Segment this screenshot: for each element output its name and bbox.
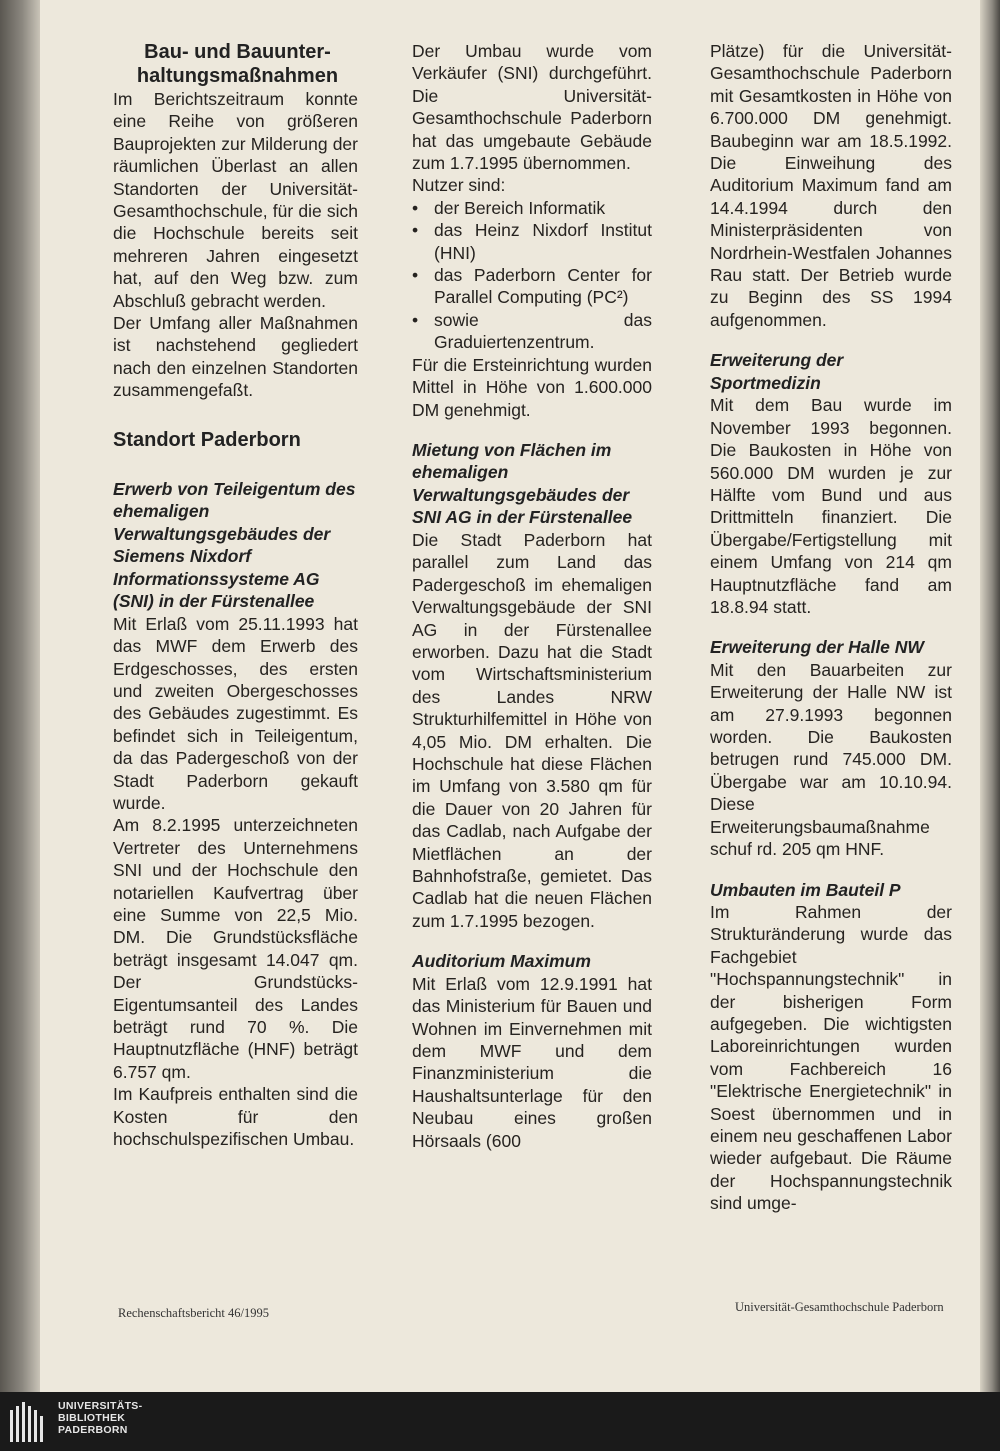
library-logo	[8, 1396, 168, 1446]
bullet-icon: •	[412, 220, 419, 241]
footer-right: Universität-Gesamthochschule Paderborn	[735, 1300, 944, 1314]
column-1	[113, 40, 358, 1150]
paragraph: Im Rahmen der Strukturänderung wurde das Fachgebiet "Hochspannungstechnik" in der bisherigen Form aufgegeben. Die wichtigsten Laboreinrichtungen wurden vom Fachbereich 16 "Elektrische Energietechnik" in Soest übernommen und in einem neu geschaffenen Labor wieder aufgebaut. Die Räume der Hochspannungstechnik sind umge-	[710, 902, 952, 1214]
paragraph: Für die Ersteinrichtung wurden Mittel in Höhe von 1.600.000 DM genehmigt.	[412, 354, 652, 420]
column-2	[412, 40, 652, 1152]
column-3	[710, 40, 952, 1215]
bullet-icon: •	[412, 197, 419, 218]
logo-line: BIBLIOTHEK	[58, 1412, 126, 1424]
paragraph: Mit Erlaß vom 12.9.1991 hat das Ministerium für Bauen und Wohnen im Einvernehmen mit dem MWF und dem Finanzministerium die Haushaltsunterlage für den Neubau eines großen Hörsaals (600	[412, 973, 652, 1151]
list-item: • sowie das Graduiertenzentrum.	[412, 309, 652, 353]
paragraph: Die Stadt Paderborn hat parallel zum Land das Padergeschoß im ehemaligen Verwaltungsgebäude der SNI AG in der Fürstenallee erworben. Dazu hat die Stadt vom Wirtschaftsministerium des Landes NRW Strukturhilfemittel in Höhe von 4,05 Mio. DM erhalten. Die Hochschule hat diese Flächen im Umfang von 3.580 qm für die Dauer von 20 Jahren für das Cadlab, nach Aufgabe der Mietflächen an der Bahnhofstraße, gemietet. Das Cadlab hat die neuen Flächen zum 1.7.1995 bezogen.	[412, 529, 652, 931]
bullet-icon: •	[412, 309, 419, 330]
logo-line: UNIVERSITÄTS-	[58, 1400, 143, 1412]
subheading-erwerb: Erwerb von Teileigentum des ehemaligen Verwaltungsgebäudes der Siemens Nixdorf Informationssysteme AG (SNI) in der Fürstenallee	[113, 478, 356, 612]
paragraph: Nutzer sind:	[412, 175, 506, 196]
logo-line: PADERBORN	[58, 1424, 128, 1436]
paragraph: Im Berichtszeitraum konnte eine Reihe von größeren Bauprojekten zur Milderung der räumlichen Überlast an allen Standorten der Universität-Gesamthochschule, für die sich die Hochschule bereits seit mehreren Jahren eingesetzt hat, auf den Weg bzw. zum Abschluß gebracht werden.	[113, 89, 358, 311]
paragraph: Der Umbau wurde vom Verkäufer (SNI) durchgeführt. Die Universität-Gesamthochschule Paderborn hat das umgebaute Gebäude zum 1.7.1995 übernommen.	[412, 41, 652, 174]
paragraph: Mit Erlaß vom 25.11.1993 hat das MWF dem Erwerb des Erdgeschosses, des ersten und zweiten Obergeschosses des Gebäudes zugestimmt. Es befindet sich in Teileigentum, da das Padergeschoß von der Stadt Paderborn gekauft wurde.	[113, 613, 358, 813]
subheading-audimax: Auditorium Maximum	[412, 951, 591, 972]
paragraph: Plätze) für die Universität-Gesamthochschule Paderborn mit Gesamtkosten in Höhe von 6.700.000 DM genehmigt. Baubeginn war am 18.5.1992. Die Einweihung des Auditorium Maximum fand am 14.4.1994 durch den Ministerpräsidenten von Nordrhein-Westfalen Johannes Rau statt. Der Betrieb wurde zu Beginn des SS 1994 aufgenommen.	[710, 41, 952, 330]
paragraph: Am 8.2.1995 unterzeichneten Vertreter des Unternehmens SNI und der Hochschule den notariellen Kaufvertrag über eine Summe von 22,5 Mio. DM. Die Grundstücksfläche beträgt insgesamt 14.047 qm. Der Grundstücks-Eigentumsanteil des Landes beträgt rund 70 %. Die Hauptnutzfläche (HNF) beträgt 6.757 qm.	[113, 815, 358, 1082]
bullet-icon: •	[412, 265, 419, 286]
subheading-mietung: Mietung von Flächen im ehemaligen Verwaltungsgebäudes der SNI AG in der Fürstenallee	[412, 439, 633, 528]
paragraph: Der Umfang aller Maßnahmen ist nachstehend gegliedert nach den einzelnen Standorten zusammengefaßt.	[113, 313, 358, 401]
list-item: • der Bereich Informatik	[412, 197, 606, 218]
list-item: • das Paderborn Center for Parallel Computing (PC²)	[412, 265, 652, 308]
list-item: • das Heinz Nixdorf Institut (HNI)	[412, 220, 652, 263]
footer-left: Rechenschaftsbericht 46/1995	[118, 1306, 269, 1320]
subheading-bauteil-p: Umbauten im Bauteil P	[710, 879, 901, 900]
paragraph: Mit den Bauarbeiten zur Erweiterung der Halle NW ist am 27.9.1993 begonnen worden. Die Baukosten betrugen rund 745.000 DM. Übergabe war am 10.10.94. Diese Erweiterungsbaumaßnahme schuf rd. 205 qm HNF.	[710, 659, 952, 860]
main-heading: Bau- und Bauunter-haltungsmaßnahmen	[136, 41, 339, 87]
book-spine-left	[0, 0, 40, 1392]
book-edge-right	[980, 0, 1000, 1392]
subheading-halle-nw: Erweiterung der Halle NW	[710, 637, 924, 658]
section-heading-standort: Standort Paderborn	[113, 428, 301, 451]
paragraph: Im Kaufpreis enthalten sind die Kosten für den hochschulspezifischen Umbau.	[113, 1084, 358, 1150]
paragraph: Mit dem Bau wurde im November 1993 begonnen. Die Baukosten in Höhe von 560.000 DM wurden je zur Hälfte vom Bund und aus Drittmitteln finanziert. Die Übergabe/Fertigstellung mit einem Umfang von 214 qm Hauptnutzfläche fand am 18.8.94 statt.	[710, 395, 952, 617]
subheading-sportmedizin: Erweiterung der Sportmedizin	[710, 350, 844, 393]
library-logo-icon	[8, 1402, 48, 1442]
user-list	[412, 197, 652, 354]
